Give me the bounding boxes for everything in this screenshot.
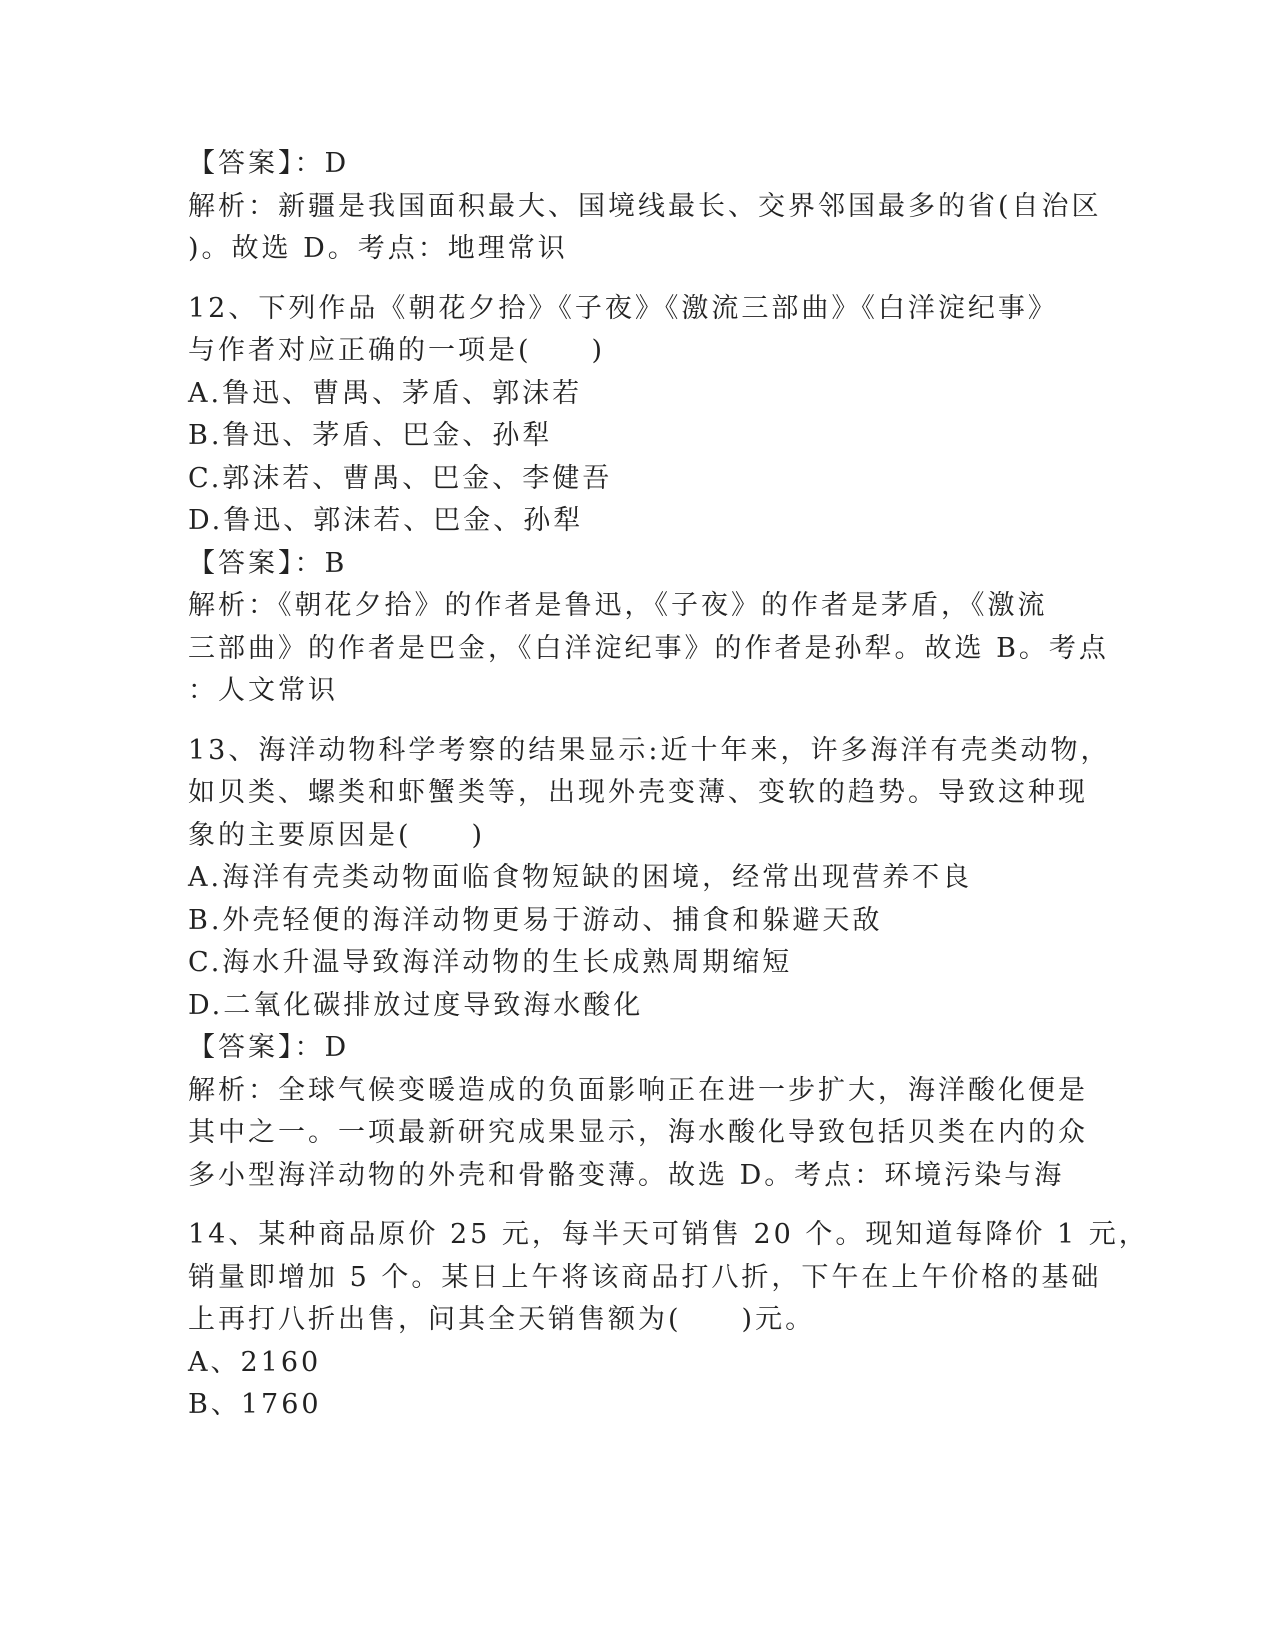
explanation-text: 其中之一。一项最新研究成果显示，海水酸化导致包括贝类在内的众 [188,1117,1088,1148]
option-b: B、1760 [188,1389,322,1420]
question-13 [188,730,1111,1198]
question-text: 上再打八折出售，问其全天销售额为( )元。 [188,1304,816,1335]
option-b: B.鲁迅、茅盾、巴金、孙犁 [188,420,553,451]
explanation-text: 解析：全球气候变暖造成的负面影响正在进一步扩大，海洋酸化便是 [188,1074,1088,1106]
q11-answer-block [188,143,1102,271]
option-a: A、2160 [188,1346,322,1378]
answer-label: 【答案】：B [188,547,348,579]
question-text: 如贝类、螺类和虾蟹类等，出现外壳变薄、变软的趋势。导致这种现 [188,777,1088,808]
option-d: D.鲁迅、郭沫若、巴金、孙犁 [188,505,584,536]
question-12 [188,288,1109,713]
option-b: B.外壳轻便的海洋动物更易于游动、捕食和躲避天敌 [188,904,883,936]
explanation-text: 多小型海洋动物的外壳和骨骼变薄。故选 D。考点：环境污染与海 [188,1159,1065,1191]
option-a: A.鲁迅、曹禺、茅盾、郭沫若 [188,377,583,409]
question-text: 销量即增加 5 个。某日上午将该商品打八折，下午在上午价格的基础 [188,1261,1102,1293]
option-c: C.郭沫若、曹禺、巴金、李健吾 [188,462,613,494]
explanation-text: 解析：新疆是我国面积最大、国境线最长、交界邻国最多的省(自治区 [188,190,1102,222]
option-a: A.海洋有壳类动物面临食物短缺的困境，经常出现营养不良 [188,862,973,893]
explanation-text: 解析：《朝花夕拾》的作者是鲁迅，《子夜》的作者是茅盾，《激流 [188,590,1048,621]
question-text: 12、下列作品《朝花夕拾》《子夜》《激流三部曲》《白洋淀纪事》 [188,292,1058,324]
question-text: 13、海洋动物科学考察的结果显示:近十年来，许多海洋有壳类动物， [188,734,1111,766]
explanation-text: )。故选 D。考点：地理常识 [188,233,568,264]
document-content [188,143,1149,1427]
explanation-text: ：人文常识 [188,675,338,706]
answer-label: 【答案】：D [188,1032,350,1063]
option-d: D.二氧化碳排放过度导致海水酸化 [188,989,644,1021]
question-text: 14、某种商品原价 25 元，每半天可销售 20 个。现知道每降价 1 元， [188,1219,1149,1250]
option-c: C.海水升温导致海洋动物的生长成熟周期缩短 [188,947,793,978]
question-14 [188,1214,1149,1427]
explanation-text: 三部曲》的作者是巴金，《白洋淀纪事》的作者是孙犁。故选 B。考点 [188,632,1109,664]
answer-label: 【答案】：D [188,148,350,179]
question-text: 象的主要原因是( ) [188,819,486,851]
question-text: 与作者对应正确的一项是( ) [188,335,606,366]
